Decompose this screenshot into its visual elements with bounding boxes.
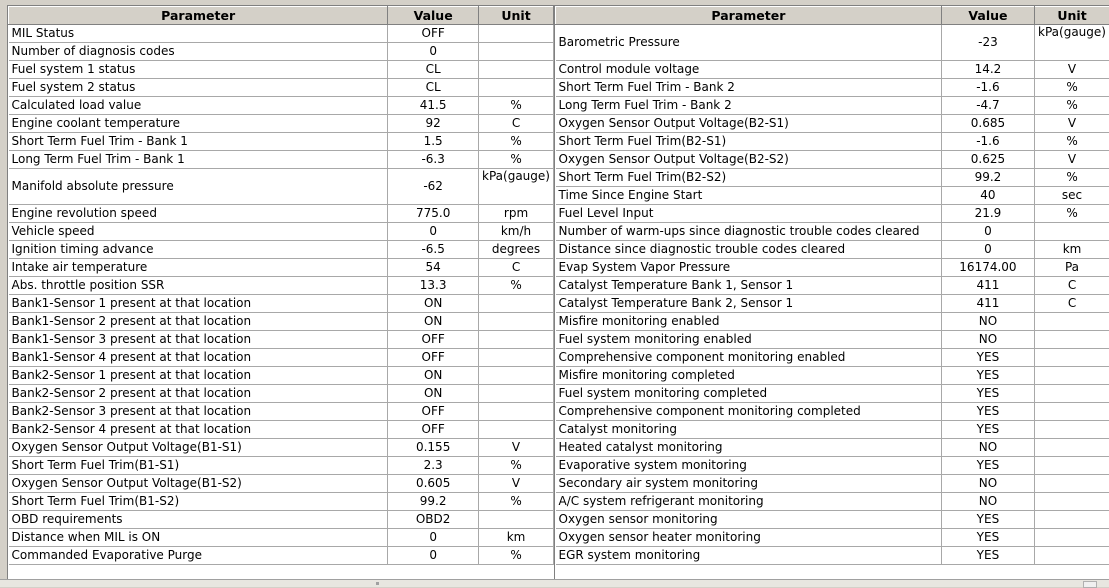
unit-column-header[interactable]: Unit (1035, 7, 1109, 25)
unit-cell (479, 313, 554, 331)
unit-cell: % (1035, 205, 1109, 223)
left-table (8, 6, 554, 565)
unit-cell: C (1035, 295, 1109, 313)
value-cell: 40 (941, 187, 1034, 205)
table-row[interactable] (556, 349, 1109, 367)
table-row[interactable] (9, 79, 554, 97)
value-cell: 21.9 (941, 205, 1034, 223)
parameter-cell: Oxygen Sensor Output Voltage(B2-S1) (556, 115, 942, 133)
unit-cell (1035, 403, 1109, 421)
value-cell: OFF (388, 331, 479, 349)
value-cell: 2.3 (388, 457, 479, 475)
unit-cell (1035, 475, 1109, 493)
table-row[interactable] (556, 115, 1109, 133)
table-row[interactable] (9, 205, 554, 223)
parameter-cell: Fuel system monitoring completed (556, 385, 942, 403)
unit-cell: km (479, 529, 554, 547)
parameter-cell: Commanded Evaporative Purge (9, 547, 388, 565)
parameter-cell: Short Term Fuel Trim(B2-S2) (556, 169, 942, 187)
table-row[interactable] (9, 115, 554, 133)
value-cell: ON (388, 295, 479, 313)
parameter-column-header[interactable]: Parameter (556, 7, 942, 25)
unit-cell (479, 349, 554, 367)
left-parameter-table[interactable] (7, 5, 554, 579)
parameter-cell: Long Term Fuel Trim - Bank 1 (9, 151, 388, 169)
parameter-cell: Fuel Level Input (556, 205, 942, 223)
value-cell: 54 (388, 259, 479, 277)
table-row[interactable] (9, 25, 554, 43)
parameter-cell: Secondary air system monitoring (556, 475, 942, 493)
value-cell: 0 (388, 529, 479, 547)
value-cell: 0 (388, 43, 479, 61)
value-cell: YES (941, 547, 1034, 565)
header-row (556, 7, 1109, 25)
parameter-cell: EGR system monitoring (556, 547, 942, 565)
value-cell: YES (941, 529, 1034, 547)
table-row[interactable] (9, 547, 554, 565)
parameter-cell: Evap System Vapor Pressure (556, 259, 942, 277)
parameter-cell: Fuel system 1 status (9, 61, 388, 79)
table-row[interactable] (556, 313, 1109, 331)
table-row[interactable] (556, 295, 1109, 313)
unit-cell (479, 331, 554, 349)
value-cell: 0.685 (941, 115, 1034, 133)
value-cell: NO (941, 331, 1034, 349)
table-row[interactable] (9, 439, 554, 457)
table-row[interactable] (9, 97, 554, 115)
unit-cell: C (479, 259, 554, 277)
unit-cell (1035, 367, 1109, 385)
table-row[interactable] (556, 421, 1109, 439)
unit-cell: V (1035, 61, 1109, 79)
value-cell: CL (388, 61, 479, 79)
table-row[interactable] (556, 79, 1109, 97)
value-cell: OFF (388, 403, 479, 421)
unit-cell: V (1035, 115, 1109, 133)
unit-cell: % (479, 97, 554, 115)
table-row[interactable] (9, 313, 554, 331)
value-cell: YES (941, 349, 1034, 367)
parameter-cell: Short Term Fuel Trim - Bank 1 (9, 133, 388, 151)
parameter-cell: Abs. throttle position SSR (9, 277, 388, 295)
table-row[interactable] (9, 475, 554, 493)
unit-cell (1035, 331, 1109, 349)
unit-cell: % (1035, 133, 1109, 151)
unit-cell: % (479, 151, 554, 169)
value-cell: 92 (388, 115, 479, 133)
value-cell: 0 (388, 223, 479, 241)
table-row[interactable] (556, 385, 1109, 403)
table-row[interactable] (556, 403, 1109, 421)
unit-cell: km (1035, 241, 1109, 259)
unit-cell (1035, 511, 1109, 529)
unit-cell: % (1035, 169, 1109, 187)
unit-cell: % (479, 547, 554, 565)
table-row[interactable] (556, 331, 1109, 349)
unit-cell: Pa (1035, 259, 1109, 277)
table-row[interactable] (9, 169, 554, 205)
unit-cell (1035, 439, 1109, 457)
parameter-cell: Engine revolution speed (9, 205, 388, 223)
table-row[interactable] (556, 493, 1109, 511)
unit-cell: kPa(gauge) (479, 169, 554, 205)
table-row[interactable] (556, 511, 1109, 529)
value-cell: YES (941, 511, 1034, 529)
parameter-cell: Oxygen sensor monitoring (556, 511, 942, 529)
parameter-cell: Bank1-Sensor 1 present at that location (9, 295, 388, 313)
unit-cell (479, 367, 554, 385)
parameter-cell: Evaporative system monitoring (556, 457, 942, 475)
parameter-cell: Ignition timing advance (9, 241, 388, 259)
unit-cell (1035, 457, 1109, 475)
value-cell: YES (941, 457, 1034, 475)
parameter-cell: Bank2-Sensor 1 present at that location (9, 367, 388, 385)
value-cell: -62 (388, 169, 479, 205)
table-row[interactable] (556, 133, 1109, 151)
parameter-cell: Oxygen sensor heater monitoring (556, 529, 942, 547)
parameter-cell: Short Term Fuel Trim - Bank 2 (556, 79, 942, 97)
unit-cell: V (479, 475, 554, 493)
table-row[interactable] (9, 421, 554, 439)
value-cell: NO (941, 313, 1034, 331)
value-cell: 13.3 (388, 277, 479, 295)
parameter-cell: Calculated load value (9, 97, 388, 115)
parameter-cell: Misfire monitoring enabled (556, 313, 942, 331)
scroll-right-icon[interactable] (1083, 581, 1097, 588)
table-row[interactable] (9, 367, 554, 385)
table-row[interactable] (9, 223, 554, 241)
parameter-cell: MIL Status (9, 25, 388, 43)
value-cell: 0 (941, 223, 1034, 241)
table-row[interactable] (9, 457, 554, 475)
parameter-cell: Time Since Engine Start (556, 187, 942, 205)
unit-cell (1035, 385, 1109, 403)
value-cell: ON (388, 313, 479, 331)
table-row[interactable] (556, 169, 1109, 187)
unit-column-header[interactable]: Unit (479, 7, 554, 25)
parameter-cell: Bank2-Sensor 2 present at that location (9, 385, 388, 403)
parameter-cell: Long Term Fuel Trim - Bank 2 (556, 97, 942, 115)
table-row[interactable] (9, 259, 554, 277)
right-parameter-table[interactable] (554, 5, 1109, 579)
unit-cell: % (479, 277, 554, 295)
table-row[interactable] (9, 511, 554, 529)
parameter-cell: Short Term Fuel Trim(B1-S2) (9, 493, 388, 511)
unit-cell: C (1035, 277, 1109, 295)
value-cell: -6.3 (388, 151, 479, 169)
table-row[interactable] (9, 385, 554, 403)
value-cell: OFF (388, 421, 479, 439)
unit-cell (479, 25, 554, 43)
table-row[interactable] (556, 439, 1109, 457)
value-cell: NO (941, 439, 1034, 457)
value-cell: OFF (388, 349, 479, 367)
unit-cell: C (479, 115, 554, 133)
parameter-cell: Bank2-Sensor 4 present at that location (9, 421, 388, 439)
unit-cell: sec (1035, 187, 1109, 205)
value-cell: 99.2 (941, 169, 1034, 187)
table-row[interactable] (556, 259, 1109, 277)
value-cell: YES (941, 421, 1034, 439)
unit-cell (1035, 547, 1109, 565)
scrollbar-grip-icon (376, 582, 379, 585)
value-cell: -1.6 (941, 79, 1034, 97)
parameter-cell: Bank1-Sensor 4 present at that location (9, 349, 388, 367)
value-column-header[interactable]: Value (941, 7, 1034, 25)
value-cell: ON (388, 385, 479, 403)
table-row[interactable] (556, 457, 1109, 475)
value-cell: OBD2 (388, 511, 479, 529)
value-cell: 0 (388, 547, 479, 565)
unit-cell: V (1035, 151, 1109, 169)
parameter-cell: Manifold absolute pressure (9, 169, 388, 205)
unit-cell: V (479, 439, 554, 457)
value-column-header[interactable]: Value (388, 7, 479, 25)
parameter-cell: Number of warm-ups since diagnostic trouble codes cleared (556, 223, 942, 241)
value-cell: ON (388, 367, 479, 385)
value-cell: 411 (941, 295, 1034, 313)
table-row[interactable] (556, 367, 1109, 385)
table-row[interactable] (556, 187, 1109, 205)
unit-cell (1035, 529, 1109, 547)
table-row[interactable] (556, 61, 1109, 79)
value-cell: NO (941, 475, 1034, 493)
value-cell: 0.605 (388, 475, 479, 493)
parameter-cell: Misfire monitoring completed (556, 367, 942, 385)
table-row[interactable] (9, 151, 554, 169)
unit-cell (479, 43, 554, 61)
value-cell: YES (941, 367, 1034, 385)
header-row (9, 7, 554, 25)
parameter-cell: Bank1-Sensor 3 present at that location (9, 331, 388, 349)
parameter-cell: Fuel system monitoring enabled (556, 331, 942, 349)
unit-cell: % (479, 493, 554, 511)
right-table (555, 6, 1109, 565)
parameter-cell: Short Term Fuel Trim(B1-S1) (9, 457, 388, 475)
unit-cell: rpm (479, 205, 554, 223)
unit-cell (1035, 313, 1109, 331)
parameter-cell: Comprehensive component monitoring completed (556, 403, 942, 421)
table-row[interactable] (556, 241, 1109, 259)
parameter-cell: Short Term Fuel Trim(B2-S1) (556, 133, 942, 151)
table-row[interactable] (9, 43, 554, 61)
parameter-cell: Catalyst Temperature Bank 1, Sensor 1 (556, 277, 942, 295)
table-row[interactable] (556, 547, 1109, 565)
parameter-cell: Heated catalyst monitoring (556, 439, 942, 457)
value-cell: 41.5 (388, 97, 479, 115)
value-cell: -6.5 (388, 241, 479, 259)
unit-cell (1035, 349, 1109, 367)
value-cell: 411 (941, 277, 1034, 295)
value-cell: CL (388, 79, 479, 97)
parameter-cell: Oxygen Sensor Output Voltage(B2-S2) (556, 151, 942, 169)
unit-cell (479, 295, 554, 313)
value-cell: 0.625 (941, 151, 1034, 169)
unit-cell (479, 61, 554, 79)
unit-cell (479, 403, 554, 421)
parameter-cell: Engine coolant temperature (9, 115, 388, 133)
table-row[interactable] (9, 61, 554, 79)
table-row[interactable] (9, 529, 554, 547)
parameter-cell: Bank1-Sensor 2 present at that location (9, 313, 388, 331)
table-row[interactable] (556, 97, 1109, 115)
parameter-cell: Catalyst Temperature Bank 2, Sensor 1 (556, 295, 942, 313)
value-cell: 16174.00 (941, 259, 1034, 277)
unit-cell (479, 385, 554, 403)
parameter-cell: Barometric Pressure (556, 25, 942, 61)
table-row[interactable] (9, 133, 554, 151)
unit-cell (479, 79, 554, 97)
table-row[interactable] (556, 277, 1109, 295)
parameter-cell: Control module voltage (556, 61, 942, 79)
table-row[interactable] (556, 25, 1109, 61)
table-row[interactable] (556, 475, 1109, 493)
parameter-cell: Oxygen Sensor Output Voltage(B1-S2) (9, 475, 388, 493)
table-row[interactable] (9, 241, 554, 259)
value-cell: -1.6 (941, 133, 1034, 151)
value-cell: NO (941, 493, 1034, 511)
table-row[interactable] (9, 277, 554, 295)
parameter-cell: Comprehensive component monitoring enabled (556, 349, 942, 367)
value-cell: -4.7 (941, 97, 1034, 115)
parameter-cell: Intake air temperature (9, 259, 388, 277)
table-row[interactable] (9, 403, 554, 421)
parameter-cell: A/C system refrigerant monitoring (556, 493, 942, 511)
table-row[interactable] (556, 529, 1109, 547)
value-cell: YES (941, 385, 1034, 403)
table-row[interactable] (9, 331, 554, 349)
value-cell: 99.2 (388, 493, 479, 511)
unit-cell: % (1035, 97, 1109, 115)
parameter-cell: OBD requirements (9, 511, 388, 529)
parameter-cell: Distance since diagnostic trouble codes cleared (556, 241, 942, 259)
table-row[interactable] (556, 205, 1109, 223)
value-cell: 0 (941, 241, 1034, 259)
unit-cell: kPa(gauge) (1035, 25, 1109, 61)
unit-cell (479, 511, 554, 529)
unit-cell (1035, 421, 1109, 439)
value-cell: -23 (941, 25, 1034, 61)
parameter-cell: Oxygen Sensor Output Voltage(B1-S1) (9, 439, 388, 457)
parameter-cell: Distance when MIL is ON (9, 529, 388, 547)
table-row[interactable] (556, 223, 1109, 241)
value-cell: YES (941, 403, 1034, 421)
table-row[interactable] (9, 295, 554, 313)
parameter-cell: Fuel system 2 status (9, 79, 388, 97)
table-row[interactable] (9, 349, 554, 367)
parameter-cell: Vehicle speed (9, 223, 388, 241)
unit-cell: km/h (479, 223, 554, 241)
unit-cell: % (479, 457, 554, 475)
value-cell: 1.5 (388, 133, 479, 151)
value-cell: 0.155 (388, 439, 479, 457)
value-cell: 14.2 (941, 61, 1034, 79)
parameter-cell: Catalyst monitoring (556, 421, 942, 439)
unit-cell: % (1035, 79, 1109, 97)
parameter-cell: Bank2-Sensor 3 present at that location (9, 403, 388, 421)
table-row[interactable] (9, 493, 554, 511)
unit-cell: degrees (479, 241, 554, 259)
unit-cell (479, 421, 554, 439)
parameter-cell: Number of diagnosis codes (9, 43, 388, 61)
unit-cell: % (479, 133, 554, 151)
value-cell: OFF (388, 25, 479, 43)
table-row[interactable] (556, 151, 1109, 169)
unit-cell (1035, 223, 1109, 241)
value-cell: 775.0 (388, 205, 479, 223)
parameter-column-header[interactable]: Parameter (9, 7, 388, 25)
unit-cell (1035, 493, 1109, 511)
